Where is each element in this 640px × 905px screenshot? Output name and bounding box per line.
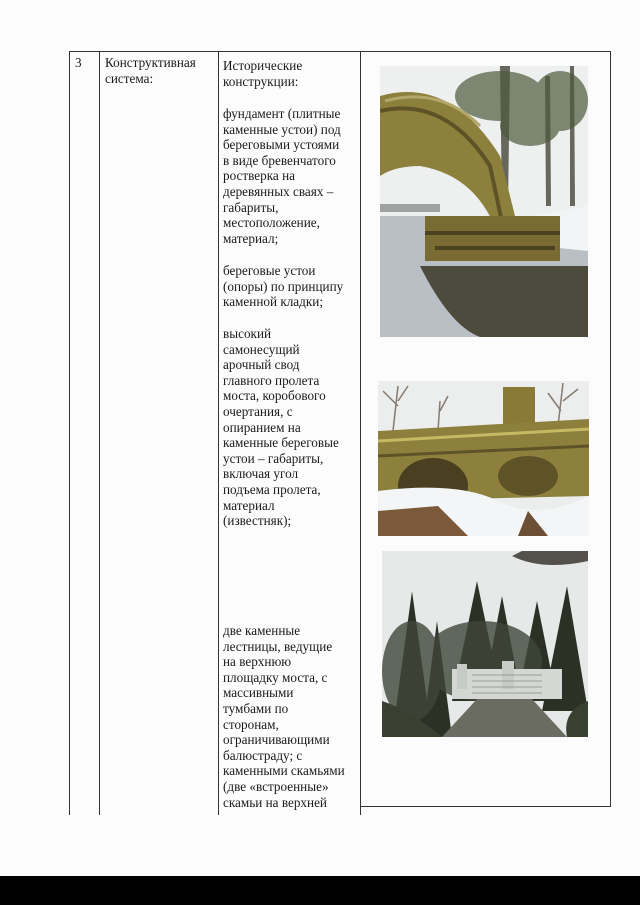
paragraph-foundation: фундамент (плитные каменные устои) под береговыми устоями в виде бревенчатого ростверка на деревянных сваях – габариты, местоположение, материал;: [223, 106, 341, 246]
column-divider-1: [99, 51, 100, 815]
photo-arch-bridge: [380, 66, 588, 337]
scan-border-bar: [0, 876, 640, 905]
column-divider-2: [218, 51, 219, 815]
photo-ruined-bridge: [378, 381, 589, 536]
table-top-border: [69, 51, 611, 52]
paragraph-heading: Исторические конструкции:: [223, 58, 303, 89]
table-right-border: [610, 51, 611, 807]
table-left-border: [69, 51, 70, 815]
paragraph-stairs: две каменные лестницы, ведущие на верхнюю площадку моста, с массивными тумбами по сторонам, ограничивающими балюстраду; с каменными скамьями (две «встроенные» скамьи на верхней: [223, 623, 345, 810]
table-bottom-border: [360, 806, 611, 807]
paragraph-abutments: береговые устои (опоры) по принципу каменной кладки;: [223, 263, 344, 310]
photo-bridge-stairs: [382, 551, 588, 737]
row-number: 3: [75, 55, 82, 70]
column-divider-3: [360, 51, 361, 815]
category-label: Конструктивная система:: [105, 55, 196, 86]
paragraph-arch: высокий самонесущий арочный свод главного пролета моста, коробового очертания, с опиранием на каменные береговые устои – габариты, включая угол подъема пролета, материал (известняк);: [223, 326, 339, 529]
